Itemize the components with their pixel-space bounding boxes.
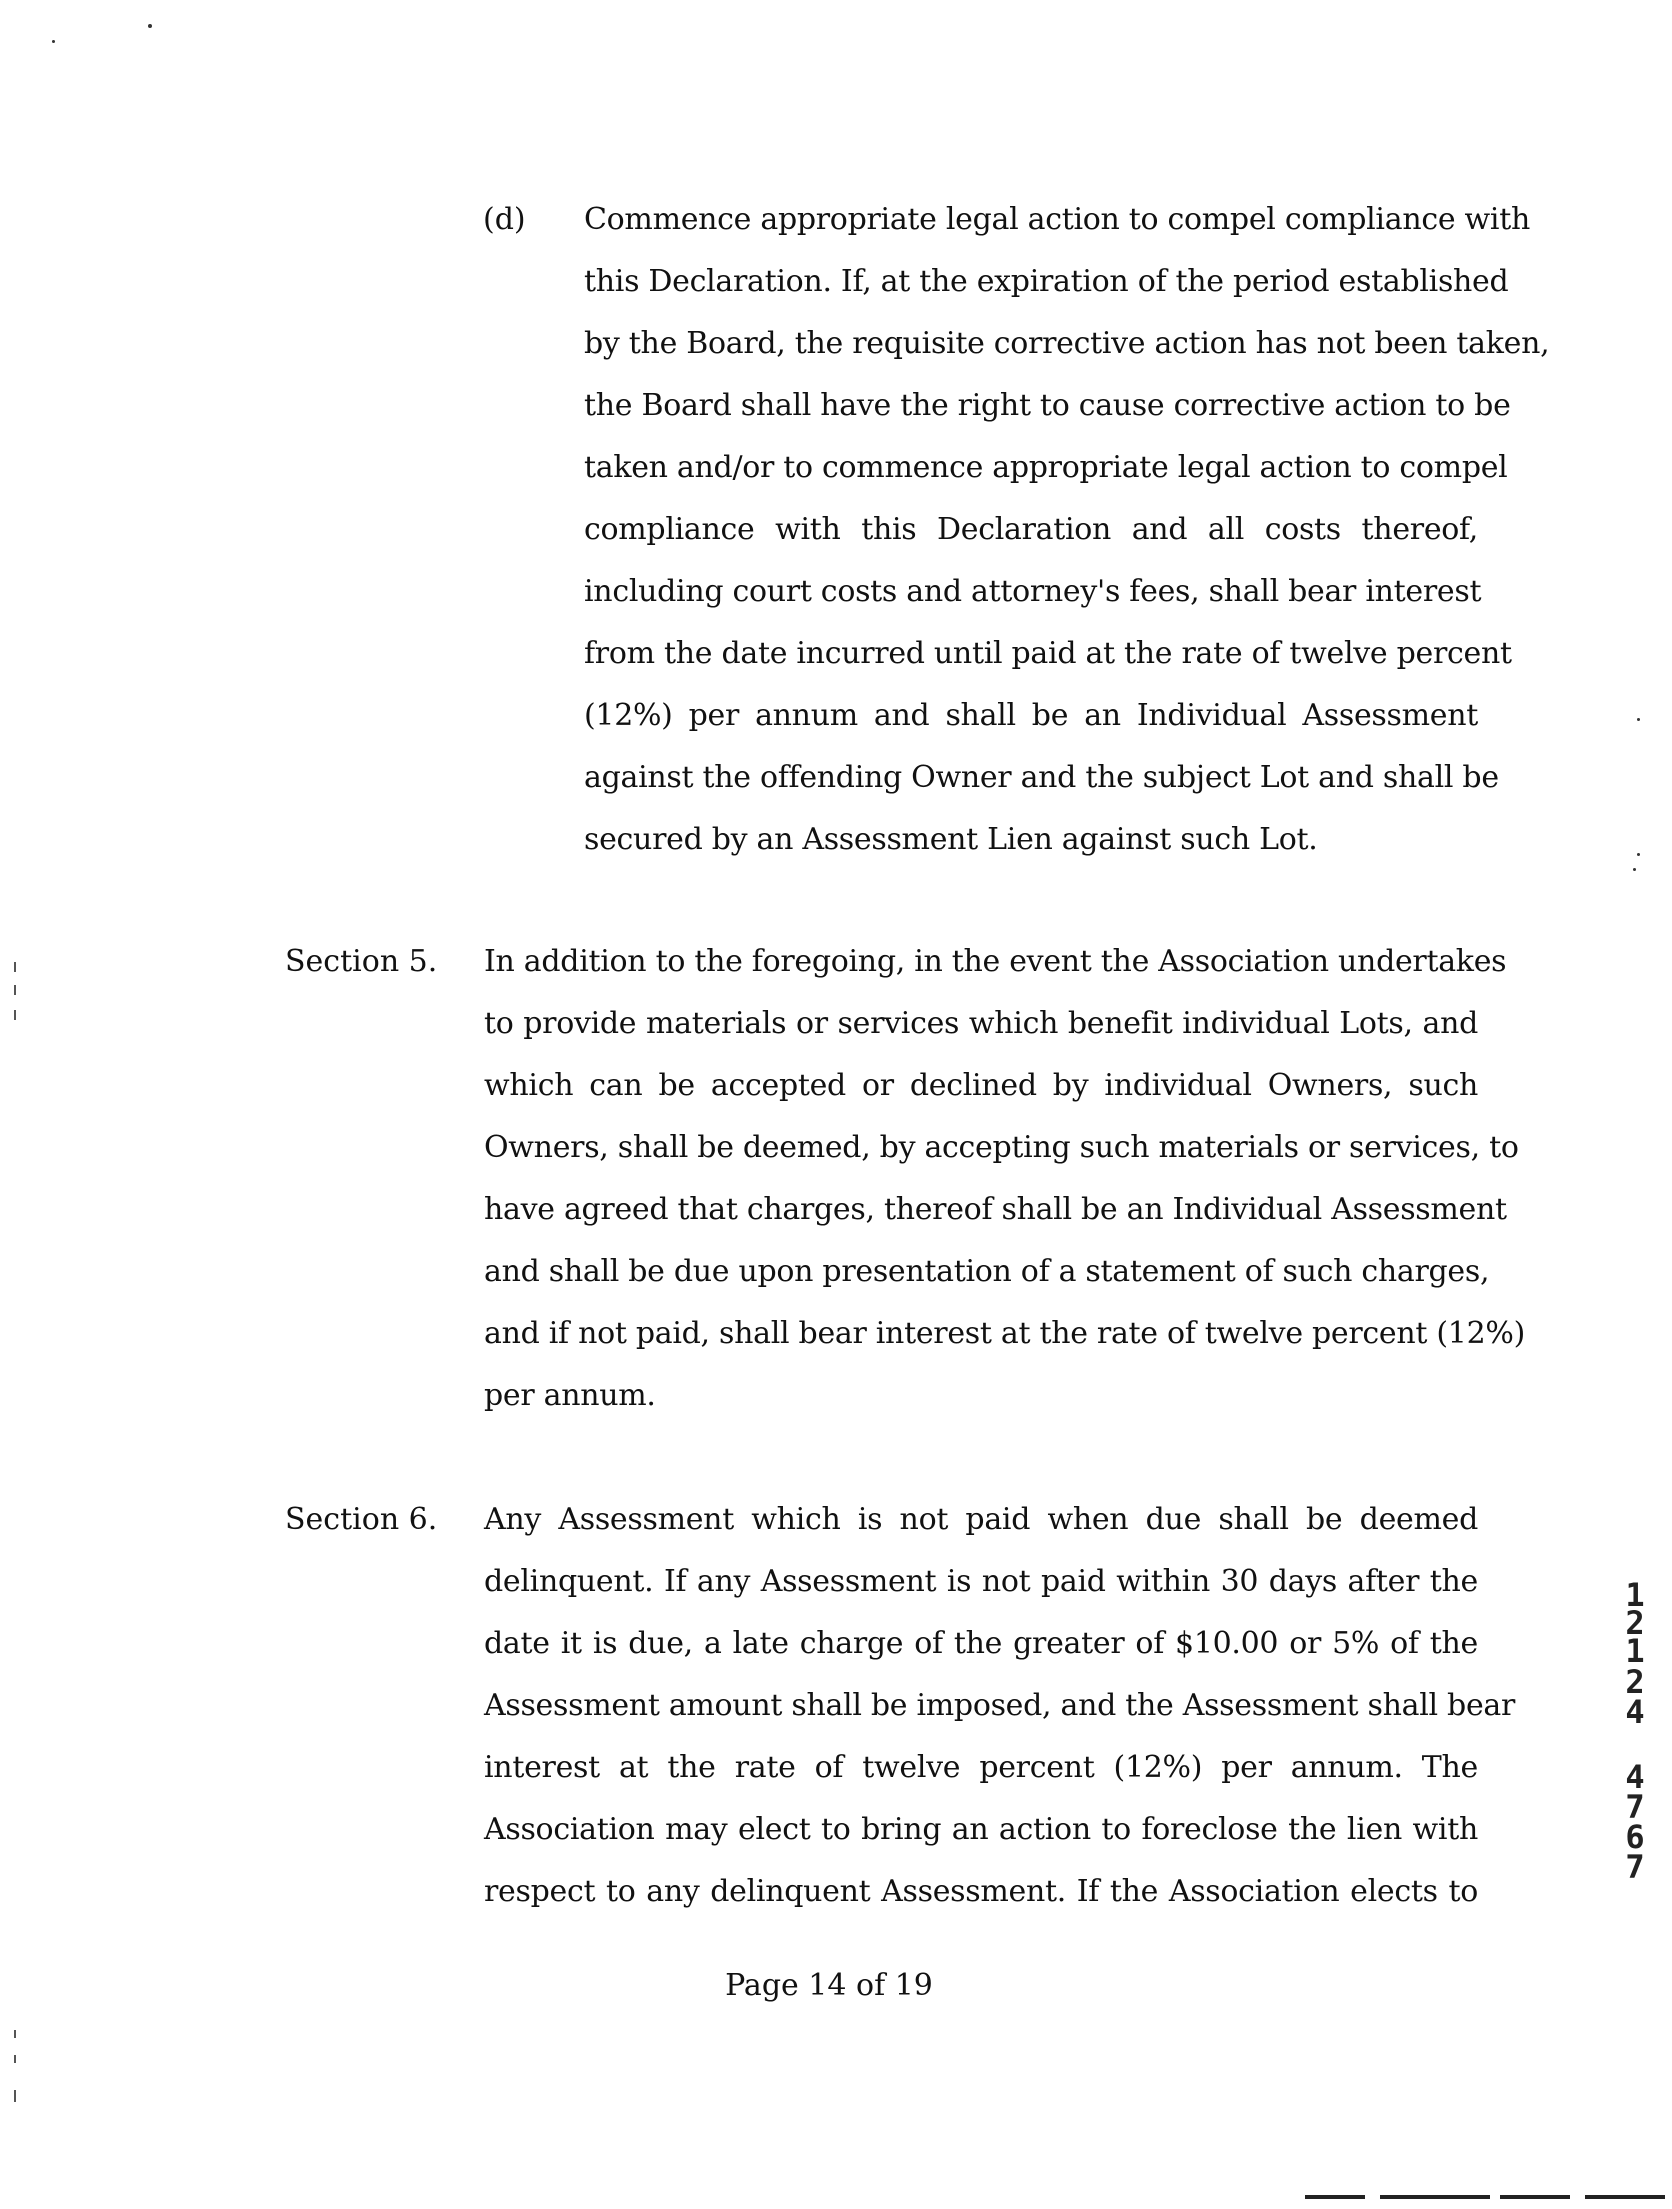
- text-line: from the date incurred until paid at the rate of twelve percent: [584, 636, 1512, 671]
- scan-edge-mark: [14, 2055, 16, 2063]
- scan-bottom-rule: [1305, 2195, 1365, 2199]
- subsection-d-label: (d): [483, 202, 526, 237]
- stamp-digit: 7: [1625, 1848, 1645, 1886]
- text-line: and if not paid, shall bear interest at the rate of twelve percent (12%): [484, 1316, 1525, 1351]
- section-6-label: Section 6.: [285, 1502, 438, 1537]
- scan-edge-mark: [14, 1010, 16, 1020]
- text-line: delinquent. If any Assessment is not paid within 30 days after the: [484, 1564, 1478, 1599]
- text-line: In addition to the foregoing, in the event the Association undertakes: [484, 944, 1507, 979]
- text-line: taken and/or to commence appropriate legal action to compel: [584, 450, 1508, 485]
- text-line: by the Board, the requisite corrective action has not been taken,: [584, 326, 1550, 361]
- stamp-digit: 4: [1625, 1758, 1645, 1796]
- scan-edge-mark: [14, 2090, 16, 2102]
- scan-edge-mark: [14, 2030, 16, 2038]
- text-line: compliance with this Declaration and all costs thereof,: [584, 512, 1478, 547]
- scan-bottom-rule: [1380, 2195, 1490, 2199]
- text-line: respect to any delinquent Assessment. If the Association elects to: [484, 1874, 1478, 1909]
- text-line: to provide materials or services which benefit individual Lots, and: [484, 1006, 1478, 1041]
- text-line: have agreed that charges, thereof shall be an Individual Assessment: [484, 1192, 1507, 1227]
- stamp-digit: 2: [1625, 1663, 1645, 1701]
- scan-speck: [1637, 718, 1640, 721]
- text-line: this Declaration. If, at the expiration of the period established: [584, 264, 1509, 299]
- text-line: Association may elect to bring an action to foreclose the lien with: [484, 1812, 1478, 1847]
- scan-edge-mark: [14, 962, 16, 972]
- scan-speck: [52, 40, 55, 43]
- text-line: against the offending Owner and the subject Lot and shall be: [584, 760, 1499, 795]
- page-number: [0, 1966, 1672, 2006]
- stamp-digit: 4: [1625, 1693, 1645, 1731]
- text-line: which can be accepted or declined by individual Owners, such: [484, 1068, 1478, 1103]
- page-number-text: Page 14 of 19: [725, 1968, 933, 2003]
- stamp-digit: 1: [1625, 1632, 1645, 1670]
- text-line: the Board shall have the right to cause corrective action to be: [584, 388, 1511, 423]
- text-line: secured by an Assessment Lien against such Lot.: [584, 822, 1318, 857]
- text-line: including court costs and attorney's fees, shall bear interest: [584, 574, 1482, 609]
- stamp-digit: 7: [1625, 1788, 1645, 1826]
- text-line: interest at the rate of twelve percent (12%) per annum. The: [484, 1750, 1478, 1785]
- scan-speck: [148, 24, 152, 28]
- text-line: date it is due, a late charge of the greater of $10.00 or 5% of the: [484, 1626, 1478, 1661]
- text-line: and shall be due upon presentation of a statement of such charges,: [484, 1254, 1490, 1289]
- stamp-digit: 2: [1625, 1604, 1645, 1642]
- text-line: Any Assessment which is not paid when due shall be deemed: [484, 1502, 1478, 1537]
- text-line: Commence appropriate legal action to compel compliance with: [584, 202, 1530, 237]
- scan-speck: [1637, 853, 1640, 856]
- text-line: Owners, shall be deemed, by accepting such materials or services, to: [484, 1130, 1519, 1165]
- section-5-label: Section 5.: [285, 944, 438, 979]
- scan-bottom-rule: [1500, 2195, 1570, 2199]
- text-line: per annum.: [484, 1378, 656, 1413]
- text-line: (12%) per annum and shall be an Individual Assessment: [584, 698, 1478, 733]
- scan-edge-mark: [14, 985, 16, 995]
- text-line: Assessment amount shall be imposed, and the Assessment shall bear: [484, 1688, 1516, 1723]
- scan-bottom-rule: [1585, 2195, 1665, 2199]
- stamp-digit: 1: [1625, 1576, 1645, 1614]
- scan-speck: [1633, 868, 1636, 871]
- stamp-digit: 6: [1625, 1818, 1645, 1856]
